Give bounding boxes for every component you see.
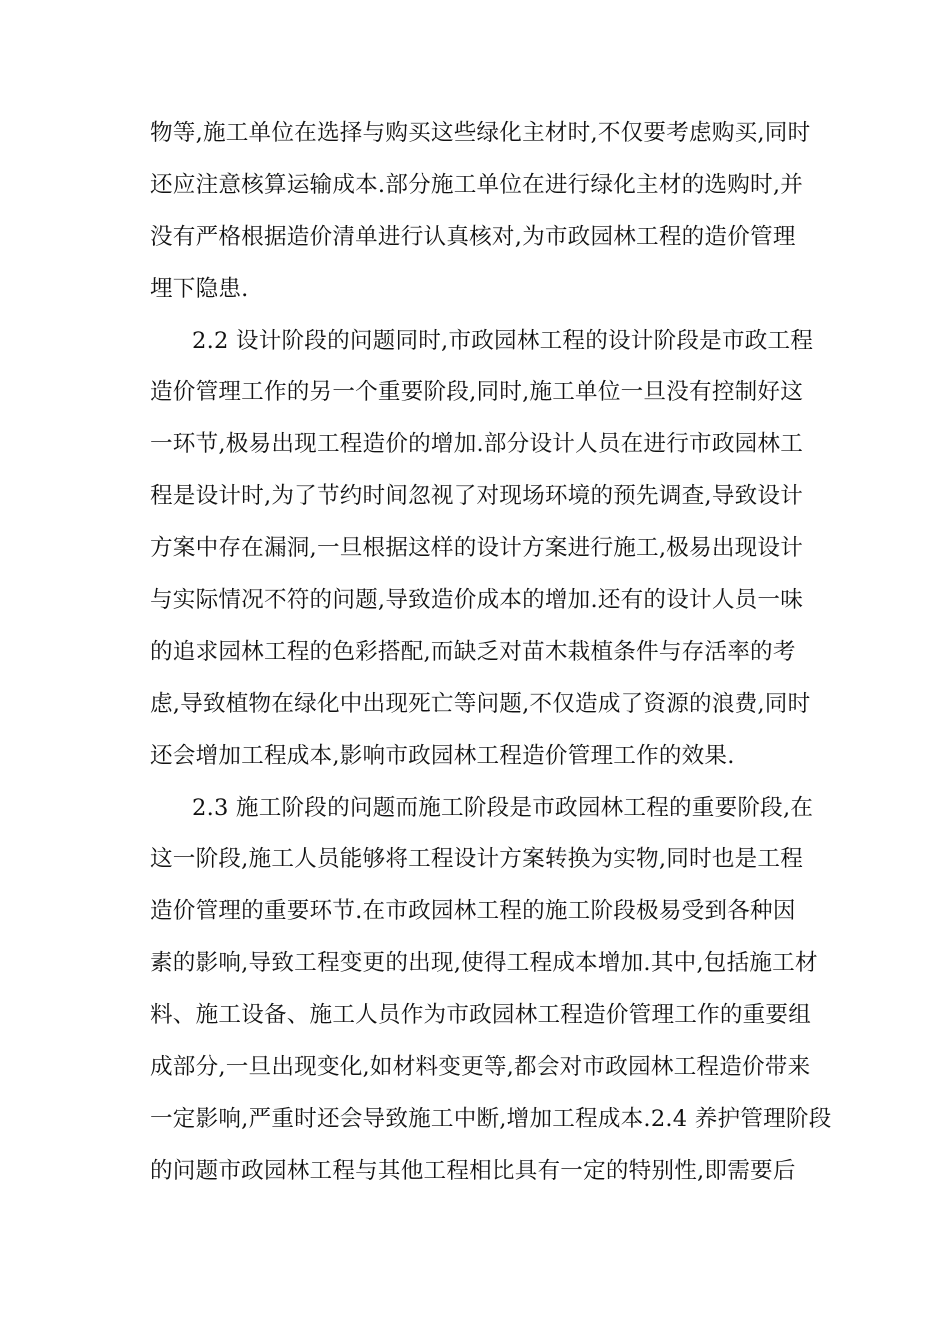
text-line: 虑,导致植物在绿化中出现死亡等问题,不仅造成了资源的浪费,同时 <box>150 690 811 717</box>
text-line: 没有严格根据造价清单进行认真核对,为市政园林工程的造价管理 <box>150 223 796 250</box>
text-line: 这一阶段,施工人员能够将工程设计方案转换为实物,同时也是工程 <box>150 846 803 873</box>
text-line: 一环节,极易出现工程造价的增加.部分设计人员在进行市政园林工 <box>150 431 803 458</box>
document-body <box>150 108 832 1198</box>
text-line: 的追求园林工程的色彩搭配,而缺乏对苗木栽植条件与存活率的考 <box>150 638 796 665</box>
text-line: 的问题市政园林工程与其他工程相比具有一定的特别性,即需要后 <box>150 1157 796 1184</box>
text-line: 料、施工设备、施工人员作为市政园林工程造价管理工作的重要组 <box>150 1002 812 1029</box>
text-line: 素的影响,导致工程变更的出现,使得工程成本增加.其中,包括施工材 <box>150 950 818 977</box>
text-line: 成部分,一旦出现变化,如材料变更等,都会对市政园林工程造价带来 <box>150 1054 811 1081</box>
text-line: 与实际情况不符的问题,导致造价成本的增加.还有的设计人员一味 <box>150 587 803 614</box>
text-line: 方案中存在漏洞,一旦根据这样的设计方案进行施工,极易出现设计 <box>150 535 803 562</box>
text-line: 物等,施工单位在选择与购买这些绿化主材时,不仅要考虑购买,同时 <box>150 120 811 146</box>
section-heading-line: 2.3 施工阶段的问题而施工阶段是市政园林工程的重要阶段,在 <box>192 794 814 821</box>
text-line: 埋下隐患. <box>150 275 249 302</box>
text-line: 程是设计时,为了节约时间忽视了对现场环境的预先调查,导致设计 <box>150 483 803 510</box>
text-line: 一定影响,严重时还会导致施工中断,增加工程成本.2.4 养护管理阶段 <box>150 1105 832 1132</box>
text-line: 还应注意核算运输成本.部分施工单位在进行绿化主材的选购时,并 <box>150 171 803 198</box>
text-line: 造价管理的重要环节.在市政园林工程的施工阶段极易受到各种因 <box>150 898 796 925</box>
section-heading-line: 2.2 设计阶段的问题同时,市政园林工程的设计阶段是市政工程 <box>192 327 814 354</box>
text-line: 还会增加工程成本,影响市政园林工程造价管理工作的效果. <box>150 742 735 769</box>
text-line: 造价管理工作的另一个重要阶段,同时,施工单位一旦没有控制好这 <box>150 379 803 406</box>
